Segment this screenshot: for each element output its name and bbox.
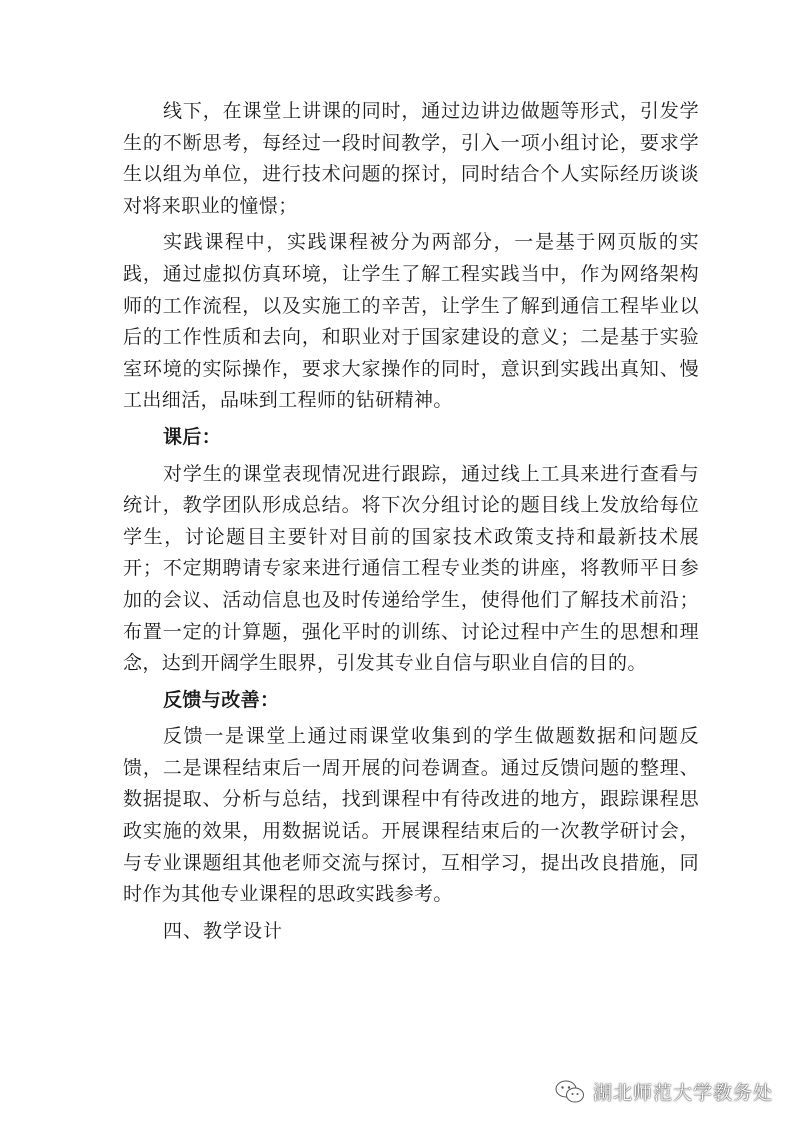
heading-after-class: 课后： — [163, 425, 222, 448]
heading-feedback: 反馈与改善： — [163, 688, 280, 711]
paragraph-offline-teaching: 线下，在课堂上讲课的同时，通过边讲边做题等形式，引发学生的不断思考，每经过一段时间教学，引入一项小组讨论，要求学生以组为单位，进行技术问题的探讨，同时结合个人实际经历谈谈对将来职业的憧憬； — [123, 100, 699, 217]
document-body — [123, 96, 699, 947]
watermark-text: 湖北师范大学教务处 — [592, 1082, 773, 1104]
paragraph-after-class: 对学生的课堂表现情况进行跟踪，通过线上工具来进行查看与统计，教学团队形成总结。将下次分组讨论的题目线上发放给每位学生，讨论题目主要针对目前的国家技术政策支持和最新技术展开；不定期聘请专家来进行通信工程专业类的讲座，将教师平日参加的会议、活动信息也及时传递给学生，使得他们了解技术前沿；布置一定的计算题，强化平时的训练、讨论过程中产生的思想和理念，达到开阔学生眼界，引发其专业自信与职业自信的目的。 — [123, 462, 699, 675]
section-title-teaching-design: 四、教学设计 — [163, 919, 284, 942]
paragraph-feedback: 反馈一是课堂上通过雨课堂收集到的学生做题数据和问题反馈，二是课程结束后一周开展的问卷调查。通过反馈问题的整理、数据提取、分析与总结，找到课程中有待改进的地方，跟踪课程思政实施的效果，用数据说话。开展课程结束后的一次教学研讨会，与专业课题组其他老师交流与探讨，互相学习，提出改良措施，同时作为其他专业课程的思政实践参考。 — [123, 725, 699, 906]
paragraph-practice-course: 实践课程中，实践课程被分为两部分，一是基于网页版的实践，通过虚拟仿真环境，让学生了解工程实践当中，作为网络架构师的工作流程，以及实施工的辛苦，让学生了解到通信工程毕业以后的工作性质和去向，和职业对于国家建设的意义；二是基于实验室环境的实际操作，要求大家操作的同时，意识到实践出真知、慢工出细活，品味到工程师的钻研精神。 — [123, 231, 699, 412]
wechat-icon — [555, 1079, 585, 1105]
watermark — [555, 1078, 773, 1105]
